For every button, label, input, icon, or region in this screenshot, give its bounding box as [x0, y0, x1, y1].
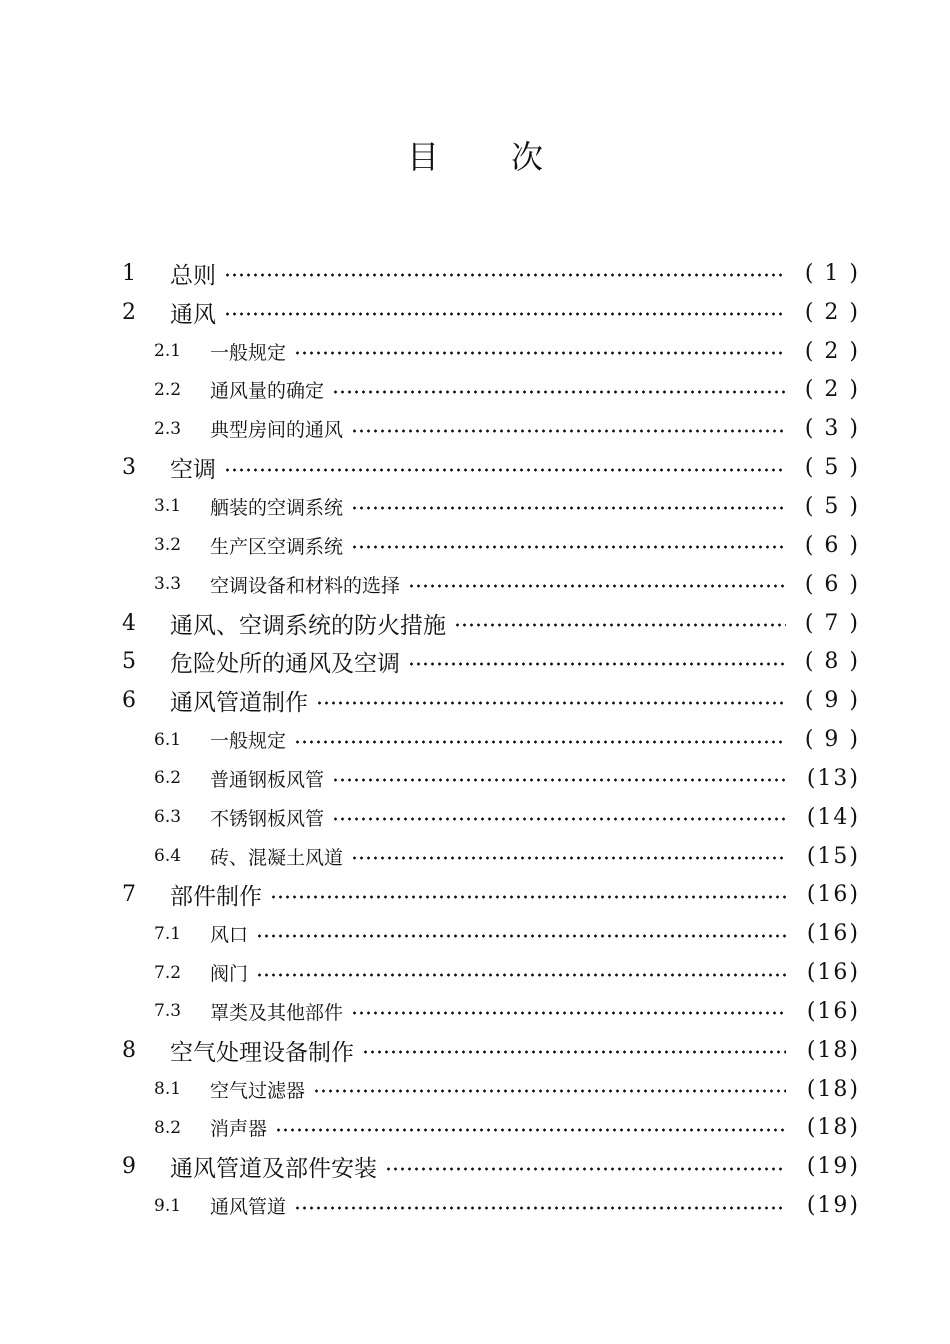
toc-entry-title: 部件制作 — [170, 884, 262, 911]
toc-entry-page: ( 1 ) — [804, 260, 860, 286]
toc-entry-number: 6.2 — [154, 768, 182, 789]
toc-entry — [122, 992, 860, 1031]
dot-leader — [351, 856, 786, 860]
dot-leader — [332, 817, 786, 821]
toc-entry-page: (19) — [806, 1193, 860, 1219]
page-title: 目次 — [406, 138, 615, 176]
toc-entry-page: (15) — [806, 843, 860, 869]
dot-leader — [316, 701, 786, 705]
dot-leader — [408, 584, 786, 588]
toc-entry-page: ( 5 ) — [804, 493, 860, 519]
dot-leader — [385, 1167, 786, 1171]
toc-entry-page: (16) — [806, 921, 860, 947]
toc-entry-title: 空调设备和材料的选择 — [210, 574, 401, 597]
toc-entry-page: ( 2 ) — [804, 299, 860, 325]
toc-entry-page: ( 6 ) — [804, 571, 860, 597]
toc-entry — [122, 1147, 860, 1186]
toc-entry — [122, 642, 860, 681]
dot-leader — [351, 545, 786, 549]
toc-entry — [122, 1070, 860, 1109]
toc-entry-page: ( 3 ) — [804, 416, 860, 442]
toc-entry-title: 通风管道及部件安装 — [170, 1156, 377, 1183]
toc-entry-title: 通风、空调系统的防火措施 — [170, 612, 446, 639]
toc-entry-title: 阀门 — [210, 963, 249, 986]
toc-entry — [122, 953, 860, 992]
toc-entry-number: 8 — [122, 1037, 136, 1063]
toc-entry-page: (16) — [806, 998, 860, 1024]
toc-entry-title: 通风 — [170, 301, 216, 328]
toc-entry — [122, 604, 860, 643]
toc-entry — [122, 876, 860, 915]
dot-leader — [351, 429, 786, 433]
toc-entry-title: 风口 — [210, 924, 249, 947]
toc-entry-page: (14) — [806, 804, 860, 830]
dot-leader — [332, 778, 786, 782]
toc-entry — [122, 448, 860, 487]
toc-entry-number: 4 — [122, 610, 136, 636]
dot-leader — [351, 506, 786, 510]
toc-entry-page: (19) — [806, 1154, 860, 1180]
dot-leader — [408, 662, 786, 666]
toc-entry — [122, 1031, 860, 1070]
toc-entry-title: 通风管道制作 — [170, 690, 308, 717]
toc-entry — [122, 720, 860, 759]
toc-entry-title: 空气过滤器 — [210, 1079, 306, 1102]
toc-entry-page: (16) — [806, 882, 860, 908]
toc-entry-title: 典型房间的通风 — [210, 419, 344, 442]
dot-leader — [224, 468, 786, 472]
toc-entry-number: 2.3 — [154, 418, 182, 439]
toc-entry — [122, 293, 860, 332]
toc-entry — [122, 487, 860, 526]
dot-leader — [256, 934, 786, 938]
toc-entry — [122, 681, 860, 720]
toc-entry-page: (18) — [806, 1037, 860, 1063]
dot-leader — [224, 312, 786, 316]
toc-entry — [122, 1186, 860, 1225]
toc-entry-title: 生产区空调系统 — [210, 535, 344, 558]
toc-entry-number: 7.2 — [154, 962, 182, 983]
toc-entry-title: 通风量的确定 — [210, 380, 325, 403]
toc-entry-page: ( 9 ) — [804, 727, 860, 753]
toc-entry-title: 通风管道 — [210, 1196, 287, 1219]
toc-entry-page: ( 8 ) — [804, 649, 860, 675]
toc-entry-number: 6.1 — [154, 729, 182, 750]
toc-entry-title: 空气处理设备制作 — [170, 1039, 354, 1066]
dot-leader — [294, 740, 786, 744]
dot-leader — [294, 1206, 786, 1210]
toc-entry — [122, 409, 860, 448]
toc-entry-page: (18) — [806, 1076, 860, 1102]
toc-entry-number: 6 — [122, 688, 136, 714]
toc-entry-title: 总则 — [170, 262, 216, 289]
toc-entry — [122, 565, 860, 604]
toc-entry-number: 1 — [122, 260, 136, 286]
toc-entry-title: 危险处所的通风及空调 — [170, 651, 400, 678]
toc-entry-page: (13) — [806, 765, 860, 791]
toc-entry-number: 2.2 — [154, 379, 182, 400]
toc-entry — [122, 837, 860, 876]
toc-entry-number: 3 — [122, 455, 136, 481]
dot-leader — [362, 1050, 786, 1054]
toc-entry-page: ( 9 ) — [804, 688, 860, 714]
toc-entry-title: 舾装的空调系统 — [210, 496, 344, 519]
toc-entry — [122, 371, 860, 410]
toc-entry-page: ( 2 ) — [804, 338, 860, 364]
dot-leader — [454, 623, 786, 627]
toc-entry — [122, 759, 860, 798]
toc-entry-title: 砖、混凝土风道 — [210, 846, 344, 869]
table-of-contents — [122, 254, 860, 1225]
toc-entry-number: 8.2 — [154, 1117, 182, 1138]
toc-entry — [122, 526, 860, 565]
toc-entry — [122, 332, 860, 371]
toc-entry-page: ( 2 ) — [804, 377, 860, 403]
toc-entry-number: 2 — [122, 299, 136, 325]
toc-entry-title: 罩类及其他部件 — [210, 1001, 344, 1024]
toc-entry-number: 7.1 — [154, 923, 182, 944]
toc-entry-number: 3.1 — [154, 496, 182, 517]
toc-entry — [122, 254, 860, 293]
dot-leader — [275, 1128, 786, 1132]
toc-entry-page: ( 6 ) — [804, 532, 860, 558]
dot-leader — [224, 273, 786, 277]
toc-entry-number: 5 — [122, 649, 136, 675]
toc-entry-number: 8.1 — [154, 1079, 182, 1100]
toc-entry — [122, 798, 860, 837]
dot-leader — [351, 1011, 786, 1015]
toc-entry-number: 7.3 — [154, 1001, 182, 1022]
toc-entry-title: 消声器 — [210, 1118, 268, 1141]
toc-entry-number: 7 — [122, 882, 136, 908]
toc-entry-title: 普通钢板风管 — [210, 768, 325, 791]
toc-entry-page: ( 7 ) — [804, 610, 860, 636]
toc-entry-title: 空调 — [170, 457, 216, 484]
toc-entry-number: 9 — [122, 1154, 136, 1180]
toc-entry-number: 3.3 — [154, 574, 182, 595]
toc-entry-title: 一般规定 — [210, 730, 287, 753]
toc-entry-title: 一般规定 — [210, 341, 287, 364]
toc-entry-number: 9.1 — [154, 1195, 182, 1216]
toc-entry-title: 不锈钢板风管 — [210, 807, 325, 830]
toc-entry-page: ( 5 ) — [804, 455, 860, 481]
toc-entry-number: 6.4 — [154, 846, 182, 867]
dot-leader — [270, 895, 786, 899]
toc-entry — [122, 914, 860, 953]
dot-leader — [313, 1089, 786, 1093]
toc-entry-number: 3.2 — [154, 535, 182, 556]
dot-leader — [294, 351, 786, 355]
dot-leader — [332, 390, 786, 394]
toc-entry-number: 2.1 — [154, 341, 182, 362]
toc-entry-page: (18) — [806, 1115, 860, 1141]
toc-entry — [122, 1109, 860, 1148]
dot-leader — [256, 973, 786, 977]
toc-entry-page: (16) — [806, 960, 860, 986]
toc-entry-number: 6.3 — [154, 807, 182, 828]
